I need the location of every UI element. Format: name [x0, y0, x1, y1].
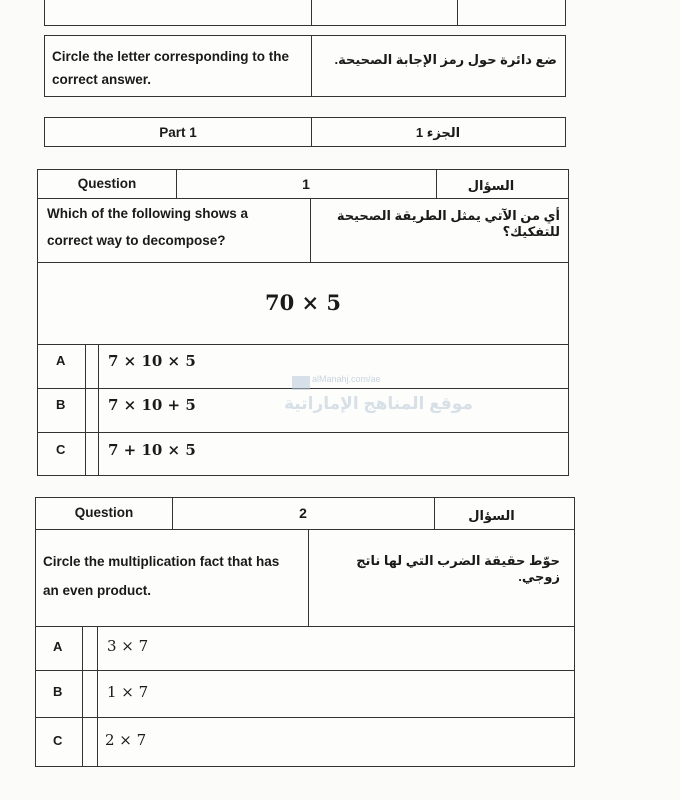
- cropped-table-top: [44, 0, 566, 26]
- option-b-letter[interactable]: B: [56, 397, 66, 412]
- option-b-text[interactable]: 7 × 10 + 5: [108, 396, 196, 414]
- part-en: Part 1: [159, 125, 197, 140]
- question-label-ar: السؤال: [468, 508, 515, 523]
- question-text-ar: أي من الآتي يمثل الطريقة الصحيحة للتفكيك؟: [336, 208, 560, 239]
- option-b-text[interactable]: 1 × 7: [107, 683, 149, 701]
- option-c-text[interactable]: 2 × 7: [105, 731, 147, 749]
- question-text-en: Circle the multiplication fact that has an even product.: [43, 554, 280, 598]
- instructions-box: [44, 35, 566, 97]
- question-label: Question: [74, 505, 134, 520]
- part-ar: الجزء 1: [415, 125, 461, 140]
- question-label-ar: السؤال: [467, 178, 515, 193]
- option-a-letter[interactable]: A: [56, 353, 66, 368]
- option-a-text[interactable]: 7 × 10 × 5: [108, 352, 196, 370]
- option-a-text[interactable]: 3 × 7: [107, 637, 149, 655]
- option-a-letter[interactable]: A: [53, 639, 63, 654]
- option-c-text[interactable]: 7 + 10 × 5: [108, 441, 196, 459]
- question-2: [35, 497, 575, 767]
- watermark-logo-icon: [292, 376, 310, 390]
- question-text-en: Which of the following shows a correct way to decompose?: [47, 206, 248, 248]
- option-c-letter[interactable]: C: [53, 733, 63, 748]
- question-label: Question: [77, 176, 137, 191]
- option-c-letter[interactable]: C: [56, 442, 66, 457]
- part-box: [44, 117, 566, 147]
- expression: 70 × 5: [264, 290, 342, 315]
- watermark-arabic: موقع المناهج الإماراتية: [284, 394, 473, 413]
- question-number: 1: [302, 176, 310, 192]
- watermark-url: alManahj.com/ae: [312, 374, 381, 384]
- instructions-en: Circle the letter corresponding to the correct answer.: [52, 49, 290, 87]
- question-number: 2: [299, 505, 307, 521]
- instructions-ar: ضع دائرة حول رمز الإجابة الصحيحة.: [334, 52, 557, 67]
- question-text-ar: حوّط حقيقة الضرب التي لها ناتج زوجي.: [356, 553, 560, 584]
- option-b-letter[interactable]: B: [53, 684, 63, 699]
- question-1: [37, 169, 569, 476]
